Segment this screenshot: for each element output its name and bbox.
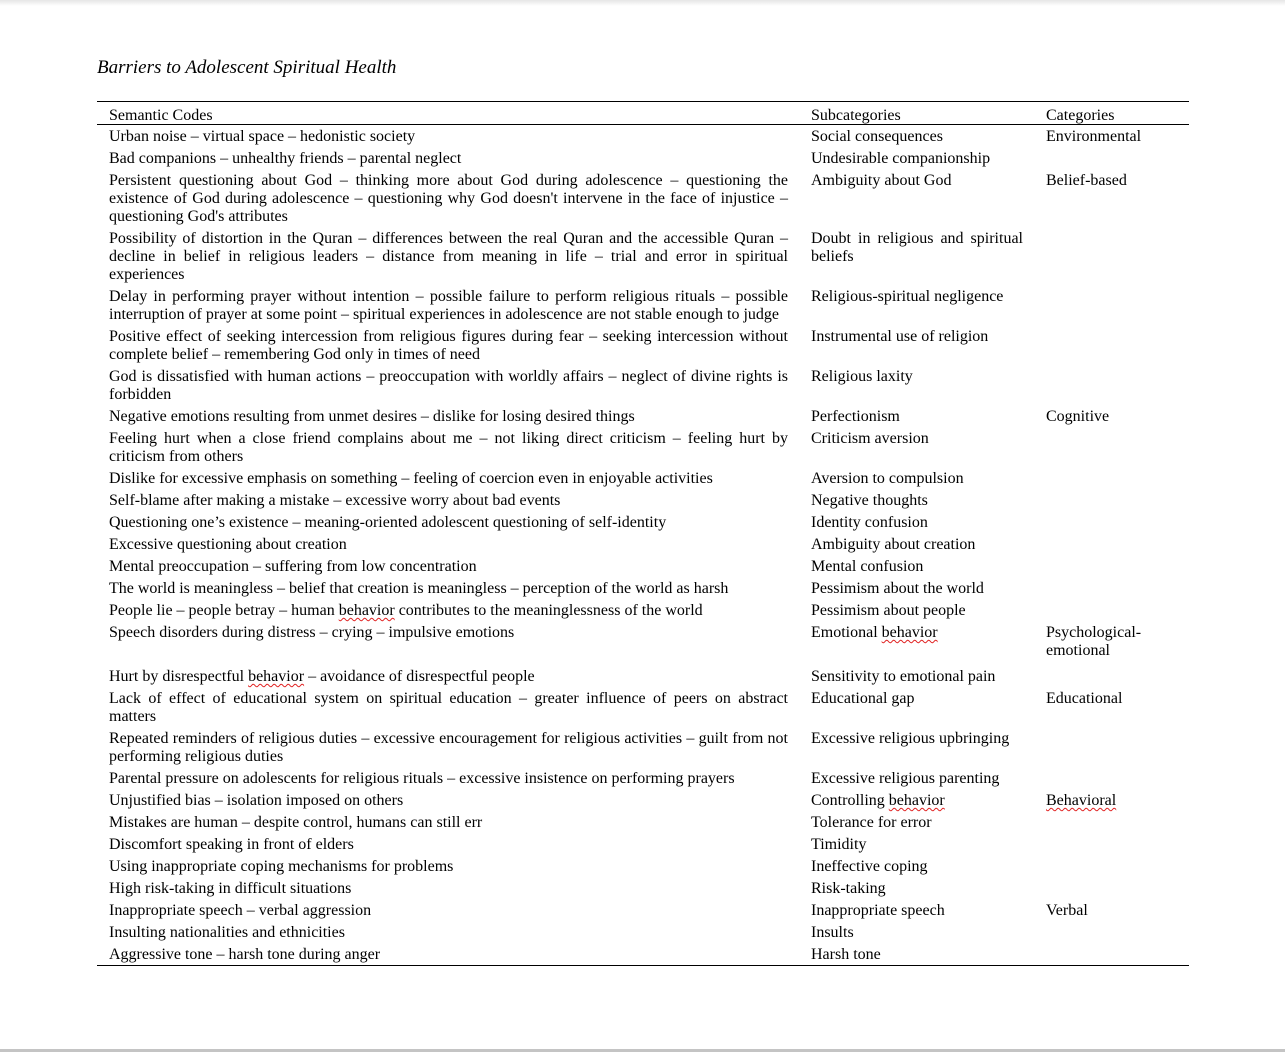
category-cell bbox=[1046, 946, 1186, 964]
subcategory-cell bbox=[811, 792, 1023, 810]
spellcheck-flagged-word: behavior bbox=[881, 624, 938, 641]
category-cell: Belief-based bbox=[1046, 172, 1127, 189]
text-fragment: Emotional bbox=[811, 624, 882, 641]
window-top-edge bbox=[0, 0, 1285, 6]
subcategory-cell: Tolerance for error bbox=[811, 814, 932, 831]
table-row bbox=[97, 789, 1189, 811]
subcategory-cell: Religious-spiritual negligence bbox=[811, 288, 1004, 305]
semantic-code-cell: Urban noise – virtual space – hedonistic society bbox=[109, 128, 416, 145]
subcategory-cell: Pessimism about the world bbox=[811, 580, 984, 597]
semantic-code-cell: Using inappropriate coping mechanisms for problems bbox=[109, 858, 454, 875]
semantic-code-cell: Possibility of distortion in the Quran – differences between the real Quran and the accessible Quran – decline in belief in religious leaders – distance from meaning in life – trial and error in spiritual experiences bbox=[109, 230, 788, 283]
table-row bbox=[97, 147, 1189, 169]
semantic-code-cell: Discomfort speaking in front of elders bbox=[109, 836, 354, 853]
table-row bbox=[97, 125, 1189, 147]
barriers-table bbox=[97, 101, 1189, 966]
table-row bbox=[97, 555, 1189, 577]
subcategory-cell: Identity confusion bbox=[811, 514, 928, 531]
semantic-code-cell: Aggressive tone – harsh tone during anger bbox=[109, 946, 381, 963]
table-row bbox=[97, 833, 1189, 855]
subcategory-cell: Ambiguity about God bbox=[811, 172, 952, 189]
table-row bbox=[97, 899, 1189, 921]
table-caption: Barriers to Adolescent Spiritual Health bbox=[97, 57, 397, 78]
subcategory-cell: Doubt in religious and spiritual beliefs bbox=[811, 230, 1023, 265]
semantic-code-cell: The world is meaningless – belief that creation is meaningless – perception of the world as harsh bbox=[109, 580, 729, 597]
semantic-code-cell: Delay in performing prayer without intention – possible failure to perform religious rituals – possible interruption of prayer at some point – spiritual experiences in adolescence are not stable enough to judge bbox=[109, 288, 788, 323]
subcategory-cell: Risk-taking bbox=[811, 880, 886, 897]
subcategory-cell: Social consequences bbox=[811, 128, 943, 145]
category-cell bbox=[1046, 602, 1186, 620]
table-row bbox=[97, 687, 1189, 727]
table-row bbox=[97, 169, 1189, 227]
table-row bbox=[97, 405, 1189, 427]
semantic-code-cell: Bad companions – unhealthy friends – parental neglect bbox=[109, 150, 462, 167]
category-cell bbox=[1046, 328, 1186, 364]
table-row bbox=[97, 599, 1189, 621]
semantic-code-cell: Repeated reminders of religious duties – excessive encouragement for religious activities – guilt from not performing religious duties bbox=[109, 730, 788, 765]
category-cell bbox=[1046, 558, 1186, 576]
subcategory-cell: Negative thoughts bbox=[811, 492, 928, 509]
table-header-row bbox=[97, 102, 1189, 125]
semantic-code-cell: Positive effect of seeking intercession from religious figures during fear – seeking intercession without complete belief – remembering God only in times of need bbox=[109, 328, 788, 363]
category-cell bbox=[1046, 492, 1186, 510]
table-row bbox=[97, 227, 1189, 285]
subcategory-cell: Sensitivity to emotional pain bbox=[811, 668, 996, 685]
semantic-code-cell: Dislike for excessive emphasis on something – feeling of coercion even in enjoyable activities bbox=[109, 470, 713, 487]
text-fragment: Controlling bbox=[811, 792, 889, 809]
table-row bbox=[97, 325, 1189, 365]
table-row bbox=[97, 921, 1189, 943]
category-cell bbox=[1046, 430, 1186, 466]
category-cell: Psychological-emotional bbox=[1046, 624, 1142, 659]
text-fragment: Hurt by disrespectful bbox=[109, 668, 249, 685]
table-row bbox=[97, 877, 1189, 899]
category-cell bbox=[1046, 514, 1186, 532]
table-row bbox=[97, 577, 1189, 599]
semantic-code-cell: Persistent questioning about God – thinking more about God during adolescence – questioning the existence of God during adolescence – questioning why God doesn't intervene in the face of injustice – questioning God's attributes bbox=[109, 172, 788, 225]
subcategory-cell: Excessive religious upbringing bbox=[811, 730, 1010, 747]
table-row bbox=[97, 427, 1189, 467]
category-cell bbox=[1046, 668, 1186, 686]
subcategory-cell: Educational gap bbox=[811, 690, 915, 707]
category-cell bbox=[1046, 230, 1186, 284]
subcategory-cell: Aversion to compulsion bbox=[811, 470, 964, 487]
table-row bbox=[97, 665, 1189, 687]
table-row bbox=[97, 489, 1189, 511]
table-row bbox=[97, 943, 1189, 965]
subcategory-cell: Pessimism about people bbox=[811, 602, 966, 619]
category-cell bbox=[1046, 288, 1186, 324]
text-fragment: contributes to the meaninglessness of the world bbox=[394, 602, 703, 619]
subcategory-cell: Inappropriate speech bbox=[811, 902, 945, 919]
category-cell: Educational bbox=[1046, 690, 1123, 707]
subcategory-cell: Harsh tone bbox=[811, 946, 881, 963]
semantic-code-cell: Parental pressure on adolescents for religious rituals – excessive insistence on performing prayers bbox=[109, 770, 735, 787]
semantic-code-cell: Self-blame after making a mistake – excessive worry about bad events bbox=[109, 492, 561, 509]
header-semantic-codes: Semantic Codes bbox=[109, 107, 213, 124]
subcategory-cell: Religious laxity bbox=[811, 368, 913, 385]
category-cell: Behavioral bbox=[1046, 792, 1117, 809]
category-cell: Environmental bbox=[1046, 128, 1142, 145]
table-body bbox=[97, 125, 1189, 965]
category-cell: Cognitive bbox=[1046, 408, 1110, 425]
semantic-code-cell: Excessive questioning about creation bbox=[109, 536, 347, 553]
subcategory-cell: Ambiguity about creation bbox=[811, 536, 976, 553]
table-row bbox=[97, 621, 1189, 665]
subcategory-cell: Excessive religious parenting bbox=[811, 770, 1000, 787]
subcategory-cell: Ineffective coping bbox=[811, 858, 928, 875]
table-row bbox=[97, 727, 1189, 767]
subcategory-cell: Insults bbox=[811, 924, 854, 941]
category-cell bbox=[1046, 470, 1186, 488]
semantic-code-cell: High risk-taking in difficult situations bbox=[109, 880, 352, 897]
subcategory-cell bbox=[811, 624, 1023, 660]
semantic-code-cell: Negative emotions resulting from unmet desires – dislike for losing desired things bbox=[109, 408, 635, 425]
category-cell bbox=[1046, 730, 1186, 766]
category-cell bbox=[1046, 924, 1186, 942]
category-cell: Verbal bbox=[1046, 902, 1088, 919]
spellcheck-flagged-word: behavior bbox=[888, 792, 945, 809]
semantic-code-cell: Mental preoccupation – suffering from low concentration bbox=[109, 558, 477, 575]
header-categories: Categories bbox=[1046, 107, 1115, 124]
text-fragment: – avoidance of disrespectful people bbox=[304, 668, 535, 685]
semantic-code-cell: Mistakes are human – despite control, humans can still err bbox=[109, 814, 483, 831]
category-cell bbox=[1046, 880, 1186, 898]
category-cell bbox=[1046, 536, 1186, 554]
semantic-code-cell bbox=[109, 668, 788, 686]
category-cell bbox=[1046, 770, 1186, 788]
semantic-code-cell: Insulting nationalities and ethnicities bbox=[109, 924, 345, 941]
subcategory-cell: Undesirable companionship bbox=[811, 150, 991, 167]
semantic-code-cell: Speech disorders during distress – crying – impulsive emotions bbox=[109, 624, 515, 641]
table-row bbox=[97, 811, 1189, 833]
semantic-code-cell: God is dissatisfied with human actions – preoccupation with worldly affairs – neglect of divine rights is forbidden bbox=[109, 368, 788, 403]
semantic-code-cell: Lack of effect of educational system on spiritual education – greater influence of peers on abstract matters bbox=[109, 690, 788, 725]
spellcheck-flagged-word: behavior bbox=[338, 602, 395, 619]
spellcheck-flagged-word: behavior bbox=[248, 668, 305, 685]
table-row bbox=[97, 285, 1189, 325]
subcategory-cell: Mental confusion bbox=[811, 558, 924, 575]
category-cell bbox=[1046, 580, 1186, 598]
category-cell bbox=[1046, 814, 1186, 832]
subcategory-cell: Instrumental use of religion bbox=[811, 328, 989, 345]
table-row bbox=[97, 467, 1189, 489]
semantic-code-cell: Feeling hurt when a close friend complains about me – not liking direct criticism – feeling hurt by criticism from others bbox=[109, 430, 788, 465]
semantic-code-cell: Inappropriate speech – verbal aggression bbox=[109, 902, 372, 919]
semantic-code-cell: Unjustified bias – isolation imposed on others bbox=[109, 792, 404, 809]
category-cell bbox=[1046, 836, 1186, 854]
table-row bbox=[97, 855, 1189, 877]
semantic-code-cell bbox=[109, 602, 788, 620]
table-row bbox=[97, 533, 1189, 555]
subcategory-cell: Criticism aversion bbox=[811, 430, 929, 447]
header-subcategories: Subcategories bbox=[811, 107, 901, 124]
text-fragment: People lie – people betray – human bbox=[109, 602, 339, 619]
table-row bbox=[97, 767, 1189, 789]
table-row bbox=[97, 511, 1189, 533]
semantic-code-cell: Questioning one’s existence – meaning-oriented adolescent questioning of self-identity bbox=[109, 514, 667, 531]
category-cell bbox=[1046, 858, 1186, 876]
category-cell bbox=[1046, 150, 1186, 168]
table-row bbox=[97, 365, 1189, 405]
category-cell bbox=[1046, 368, 1186, 404]
subcategory-cell: Timidity bbox=[811, 836, 867, 853]
subcategory-cell: Perfectionism bbox=[811, 408, 900, 425]
